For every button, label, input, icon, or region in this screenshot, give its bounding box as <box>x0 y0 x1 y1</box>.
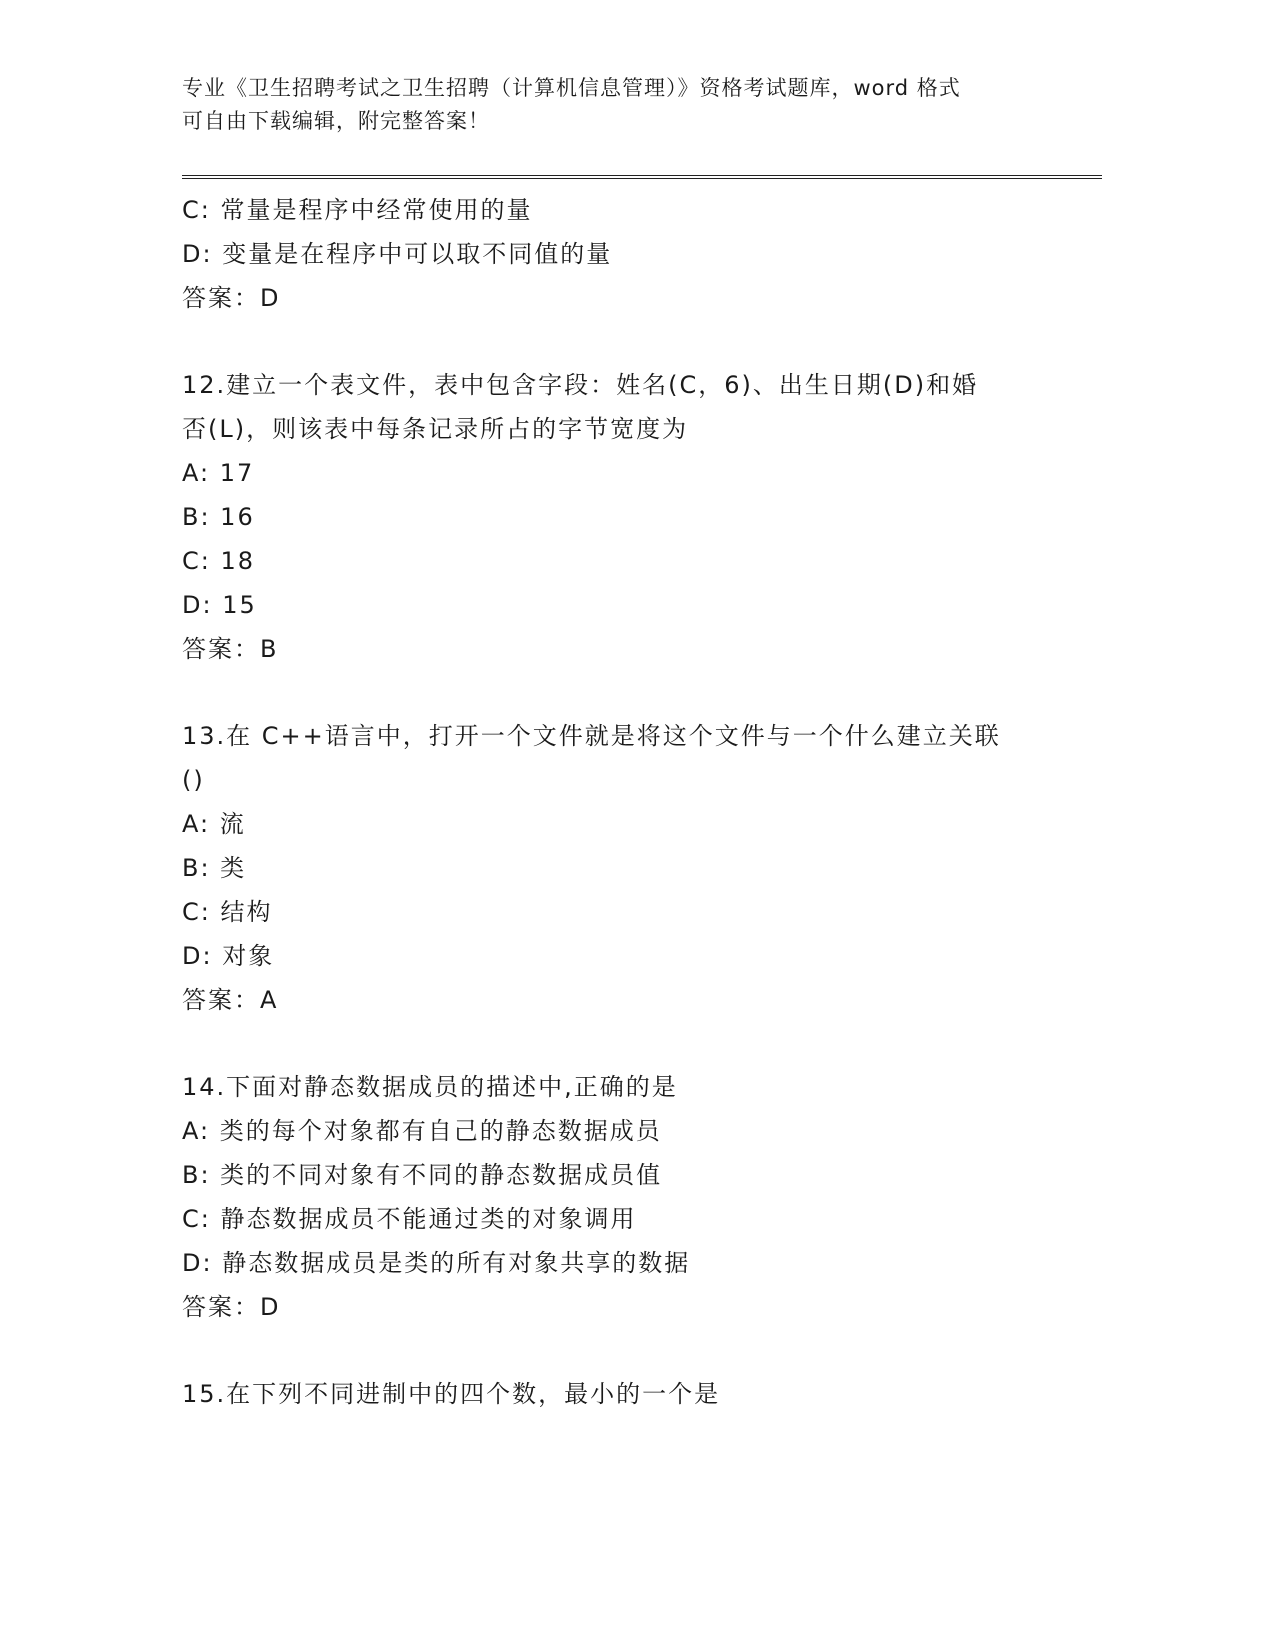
question-stem-cont: 否(L)，则该表中每条记录所占的字节宽度为 <box>182 415 689 443</box>
question-list <box>182 188 1062 1416</box>
header-line-1: 专业《卫生招聘考试之卫生招聘（计算机信息管理）》资格考试题库，word 格式 <box>182 76 961 100</box>
header-line-2: 可自由下载编辑，附完整答案！ <box>182 109 490 133</box>
question-stem: 15.在下列不同进制中的四个数，最小的一个是 <box>182 1380 721 1408</box>
option-a: A: 流 <box>182 810 246 838</box>
answer-line: 答案：D <box>182 1293 281 1321</box>
option-d: D: 静态数据成员是类的所有对象共享的数据 <box>182 1249 691 1277</box>
option-c: C: 结构 <box>182 898 273 926</box>
option-d: D: 变量是在程序中可以取不同值的量 <box>182 240 613 268</box>
option-b: B: 类的不同对象有不同的静态数据成员值 <box>182 1161 663 1189</box>
question-stem: 12.建立一个表文件，表中包含字段：姓名(C，6)、出生日期(D)和婚 <box>182 371 979 399</box>
question-11-tail <box>182 188 1062 320</box>
option-a: A: 17 <box>182 459 255 487</box>
header-divider <box>182 175 1102 179</box>
answer-line: 答案：A <box>182 986 279 1014</box>
question-14 <box>182 1065 1062 1329</box>
option-a: A: 类的每个对象都有自己的静态数据成员 <box>182 1117 662 1145</box>
question-stem: 13.在 C++语言中，打开一个文件就是将这个文件与一个什么建立关联 <box>182 722 1001 750</box>
option-c: C: 静态数据成员不能通过类的对象调用 <box>182 1205 637 1233</box>
question-13 <box>182 714 1062 1022</box>
answer-line: 答案：D <box>182 284 281 312</box>
question-stem-cont: () <box>182 766 205 794</box>
answer-line: 答案：B <box>182 635 279 663</box>
option-c: C: 18 <box>182 547 256 575</box>
question-15 <box>182 1372 1062 1416</box>
document-header <box>182 72 1062 138</box>
option-d: D: 15 <box>182 591 257 619</box>
option-b: B: 16 <box>182 503 255 531</box>
option-b: B: 类 <box>182 854 247 882</box>
option-c: C: 常量是程序中经常使用的量 <box>182 196 533 224</box>
question-stem: 14.下面对静态数据成员的描述中,正确的是 <box>182 1073 678 1101</box>
question-12 <box>182 363 1062 671</box>
option-d: D: 对象 <box>182 942 275 970</box>
